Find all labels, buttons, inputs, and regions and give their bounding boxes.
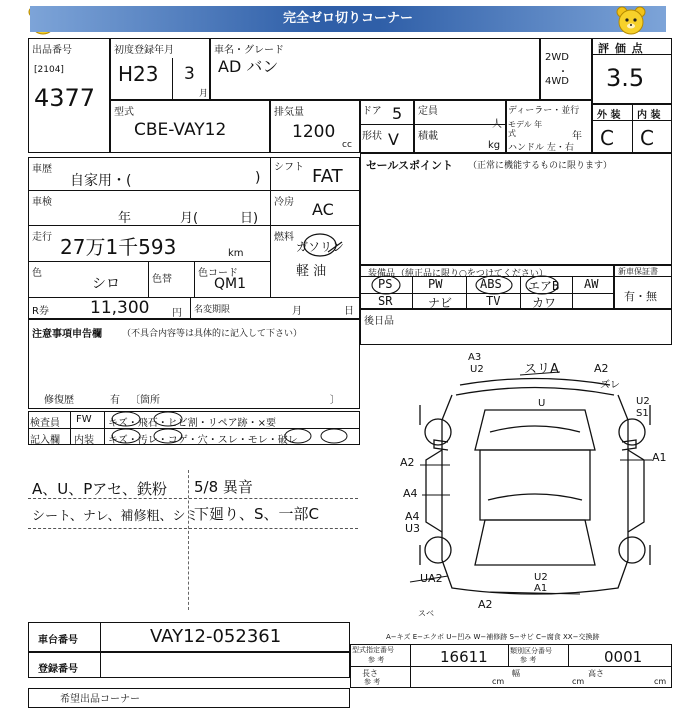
mileage-label: 走行 (32, 232, 52, 243)
meigi-month: 月 (292, 306, 302, 317)
note-line-2 (28, 528, 358, 529)
warranty-value: 有・無 (624, 290, 657, 303)
load-unit: kg (488, 140, 501, 151)
first-reg-year: H23 (118, 62, 159, 86)
shift-line (270, 190, 360, 191)
drive-4wd: 4WD (545, 76, 569, 87)
inspection-circles-mark (104, 411, 360, 445)
rear-items-cell (360, 309, 672, 345)
chassis-label: 車台番号 (38, 635, 78, 646)
mileage-unit: km (228, 248, 244, 259)
type-number: 16611 (440, 648, 488, 666)
note-divider (188, 470, 189, 610)
first-reg-month: 3 (184, 64, 195, 84)
history-label: 車歴 (32, 164, 52, 175)
shift-label: シフト (274, 162, 304, 173)
fuel-gas-circle-mark (298, 232, 346, 258)
spec-col-2 (508, 644, 509, 666)
color-divider-1 (148, 261, 149, 297)
shaken-year: 年 (118, 211, 132, 226)
equip-label: 装備品 (368, 269, 396, 279)
equip-navi: ナビ (428, 296, 453, 310)
mark-a2-bottom: A2 (478, 598, 493, 611)
length-unit: cm (492, 677, 505, 686)
equip-ps: PS (378, 277, 393, 291)
mark-u2-right: U2 (636, 396, 650, 407)
inspection-row-1: キズ・飛石・ヒビ割・リペア跡・×要 (108, 418, 276, 429)
lot-number: 4377 (34, 84, 96, 112)
meigi-day: 日 (344, 306, 354, 317)
ac-label: 冷房 (274, 197, 294, 208)
shaken-line (28, 225, 270, 226)
type-ref: 参 考 (368, 656, 385, 664)
first-reg-label: 初度登録年月 (114, 45, 174, 56)
int-label: 内 装 (637, 110, 661, 121)
color-ex-label: 色替 (152, 274, 172, 285)
spec-col-3 (568, 644, 569, 666)
r-label: R券 (32, 306, 49, 317)
corner-banner-title: 完全ゼロ切りコーナー (30, 6, 666, 32)
r-value: 11,300 (90, 298, 150, 318)
inspection-col-1 (70, 411, 71, 445)
color-value: シロ (92, 276, 120, 292)
inspection-row-2: キズ・汚レ・コゲ・穴・スレ・モレ・破レ (108, 435, 298, 446)
handle-label: ハンドル 左・右 (508, 143, 574, 153)
sales-note: （正常に機能するものに限ります） (468, 161, 613, 171)
mark-u-center: U (538, 398, 546, 409)
year-unit: 年 (572, 131, 582, 142)
rear-items-label: 後日品 (364, 316, 394, 327)
equip-tv: TV (486, 294, 501, 308)
score-label: 評 価 点 (598, 42, 644, 55)
r-unit: 円 (172, 308, 182, 319)
registration-label: 登録番号 (38, 664, 78, 675)
repair-value: 有 (110, 395, 120, 406)
shape-value: V (388, 130, 399, 149)
class-label: 類別区分番号 (510, 647, 552, 655)
bottom-corner-text: 希望出品コーナー (60, 694, 140, 705)
width-label: 幅 (512, 669, 520, 678)
equip-circles-mark (362, 272, 582, 298)
door-label: ドア (362, 106, 382, 117)
ext-grade: C (600, 126, 614, 150)
mileage-value: 27万1千593 (60, 235, 177, 259)
note-hand-3: 5/8 異音 (194, 478, 253, 496)
fw-label: FW (76, 414, 92, 425)
class-ref: 参 考 (520, 656, 537, 664)
mark-u3: U3 (405, 522, 421, 535)
note-hand-4: 下廻り、S、一部C (194, 505, 319, 523)
capacity-unit: 人 (492, 119, 502, 130)
height-unit: cm (654, 677, 667, 686)
fuel-diesel: 軽 油 (296, 264, 327, 279)
mark-u2-bottom: U2 (534, 572, 548, 583)
mark-a2-left: A2 (400, 456, 415, 469)
shaken-label: 車検 (32, 197, 52, 208)
width-unit: cm (572, 677, 585, 686)
equip-abs: ABS (480, 277, 502, 291)
height-label: 高さ (588, 669, 604, 678)
length-ref: 参 考 (364, 678, 381, 686)
lot-sub: [2104] (34, 65, 64, 75)
drive-dot: ・ (558, 67, 568, 78)
year-month-divider (172, 58, 173, 100)
mark-zure: ズレ (600, 380, 620, 391)
repair-place: 〔箇所 (130, 395, 160, 406)
displacement-value: 1200 (292, 122, 336, 142)
month-unit: 月 (199, 89, 209, 99)
mark-a3: A3 (468, 352, 482, 363)
fuel-gas: ガソリン (296, 240, 345, 254)
int-grade: C (640, 126, 654, 150)
door-value: 5 (392, 104, 403, 123)
mark-a1-bottom: A1 (534, 583, 548, 594)
warranty-line (614, 276, 672, 277)
history-line (28, 190, 270, 191)
warranty-label: 新車保証書 (618, 267, 658, 276)
equip-note: （純正品に限り○をつけてください） (396, 269, 548, 279)
inspector-label: 検査員 (30, 418, 60, 429)
mark-suri-a: スリA (524, 362, 559, 377)
history-close: ) (255, 170, 261, 186)
mark-a2-top: A2 (594, 362, 609, 375)
note-hand-1: A、U、Pアセ、鉄粉 (32, 480, 167, 498)
r-divider (190, 297, 191, 319)
shaken-day: 日) (240, 211, 259, 226)
equip-leather: カワ (532, 296, 557, 310)
ext-label: 外 装 (597, 110, 621, 121)
color-code-value: QM1 (214, 276, 247, 292)
equip-aw: AW (584, 277, 599, 291)
mark-a4-2: A4 (405, 510, 420, 523)
class-number: 0001 (604, 648, 643, 666)
color-code-label: 色コード (198, 268, 238, 279)
drive-2wd: 2WD (545, 52, 569, 63)
notes-label: 注意事項申告欄 (32, 329, 102, 340)
ext-int-divider (632, 104, 633, 153)
type-label: 型式指定番号 (352, 646, 394, 654)
mark-a4-1: A4 (403, 487, 418, 500)
capacity-label: 定員 (418, 106, 438, 117)
equip-sr: SR (378, 294, 393, 308)
model-label: 型式 (114, 107, 134, 118)
r-line (28, 297, 360, 298)
mark-a1-right: A1 (652, 451, 667, 464)
equip-pw: PW (428, 277, 443, 291)
interior-label: 内装 (74, 435, 94, 446)
history-value: 自家用・( (70, 173, 132, 189)
load-label: 積載 (418, 131, 438, 142)
mark-ua2: UA2 (420, 572, 443, 585)
displacement-unit: cc (342, 140, 352, 150)
dealer-label: ディーラー・並行 (508, 106, 580, 116)
damage-legend: A−キズ E−エクボ U−凹み W−補修跡 S−サビ C−腐食 XX−交換跡 (386, 633, 600, 641)
score-divider (592, 54, 672, 55)
color-label: 色 (32, 268, 42, 279)
capacity-divider (414, 124, 506, 125)
length-label: 長さ (362, 669, 378, 678)
fuel-label: 燃料 (274, 232, 294, 243)
mark-s1: S1 (636, 408, 649, 419)
sales-label: セールスポイント (366, 159, 454, 172)
repair-label: 修復歴 (44, 395, 74, 406)
notes-sub: （不具合内容等は具体的に記入して下さい） (122, 329, 303, 339)
note-hand-2: シート、ナレ、補修粗、シミ (32, 509, 199, 524)
shape-label: 形状 (362, 131, 382, 142)
repair-close: 〕 (330, 395, 340, 406)
modelyear-label: モデル 年式 (508, 120, 543, 138)
shift-value: FAT (312, 166, 343, 187)
entry-label: 記入欄 (30, 435, 60, 446)
mark-u2-top: U2 (470, 364, 484, 375)
ac-line (270, 225, 360, 226)
score-value: 3.5 (606, 64, 645, 92)
mark-sube: スベ (418, 609, 434, 618)
meigi-label: 名変期限 (194, 305, 231, 315)
bear-mascot-right-icon (614, 4, 648, 38)
model-value: CBE-VAY12 (134, 120, 227, 140)
spec-mid (350, 666, 672, 667)
lot-label: 出品番号 (32, 45, 72, 56)
details-split (270, 157, 271, 297)
spec-col-1 (410, 644, 411, 688)
color-divider-2 (194, 261, 195, 297)
carname-label: 車名・グレード (214, 45, 284, 56)
mileage-line (28, 261, 270, 262)
chassis-value: VAY12-052361 (150, 626, 282, 647)
door-shape-divider (360, 124, 414, 125)
shaken-month: 月( (180, 211, 199, 226)
ac-value: AC (312, 200, 334, 219)
equip-airbag: エアB (528, 279, 560, 293)
carname-value: AD バン (218, 57, 279, 76)
displacement-label: 排気量 (274, 107, 304, 118)
